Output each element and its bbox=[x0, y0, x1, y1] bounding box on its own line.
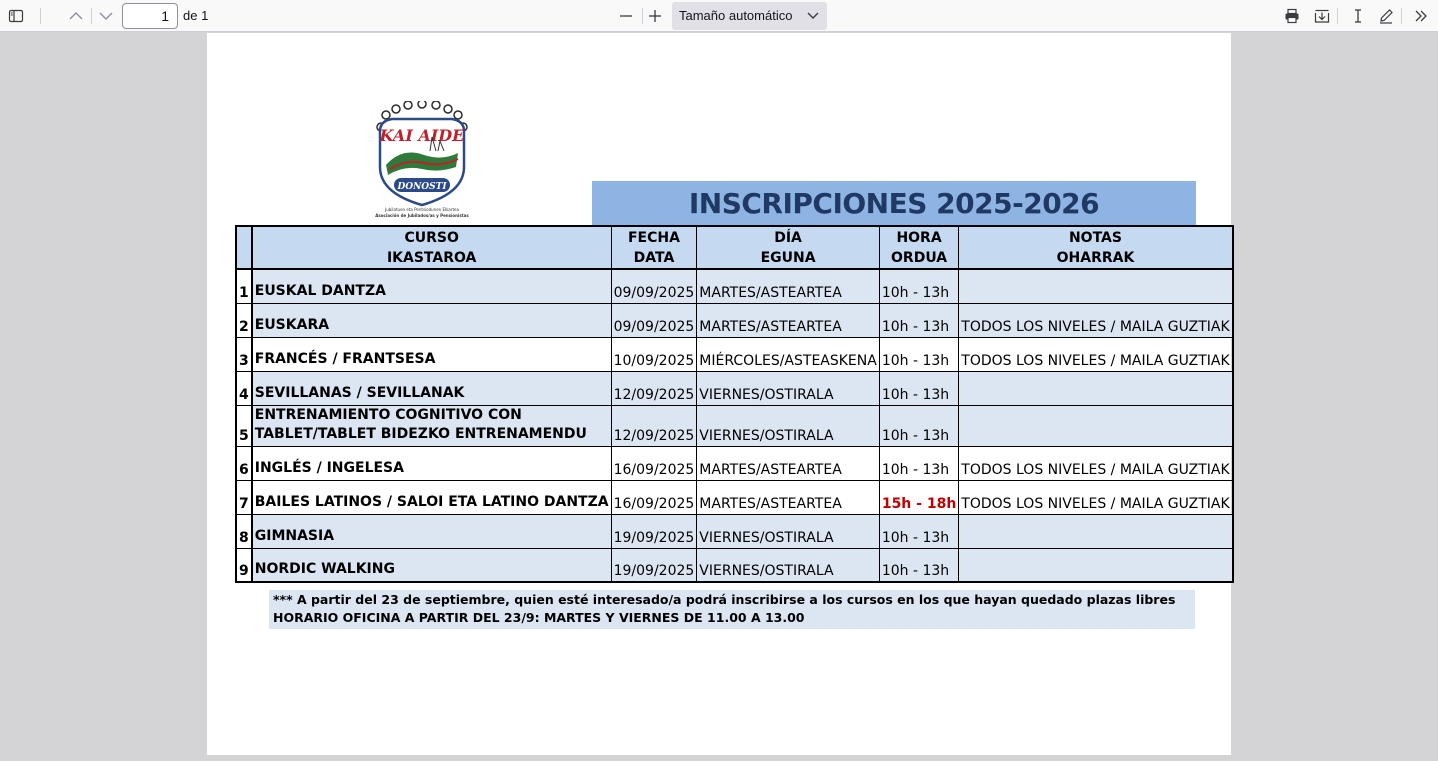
row-notas bbox=[959, 405, 1233, 446]
header-num bbox=[236, 226, 252, 269]
row-dia: MARTES/ASTEARTEA bbox=[697, 303, 880, 337]
kai-aide-logo bbox=[372, 101, 472, 219]
row-hora: 10h - 13h bbox=[879, 446, 958, 480]
row-dia: MARTES/ASTEARTEA bbox=[697, 480, 880, 514]
page-number-input[interactable]: 1 bbox=[122, 3, 178, 29]
row-fecha: 09/09/2025 bbox=[611, 303, 697, 337]
row-curso: EUSKARA bbox=[252, 303, 611, 337]
row-hora: 10h - 13h bbox=[879, 303, 958, 337]
header-ordua-label: ORDUA bbox=[891, 249, 948, 266]
table-row bbox=[236, 514, 1233, 548]
logo-caption-1: Jubilatuen eta Pentsiodunen Elkartea bbox=[385, 207, 459, 212]
registration-note bbox=[269, 590, 1195, 629]
logo-bottom-text: DONOSTI bbox=[397, 182, 447, 192]
table-row bbox=[236, 446, 1233, 480]
header-ikastaroa-label: IKASTAROA bbox=[386, 249, 477, 266]
row-number: 1 bbox=[236, 269, 252, 303]
pdf-toolbar bbox=[0, 0, 1438, 32]
double-chevron-right-icon[interactable] bbox=[1409, 4, 1433, 28]
row-hora: 10h - 13h bbox=[879, 548, 958, 582]
row-curso: INGLÉS / INGELESA bbox=[252, 446, 611, 480]
row-hora-highlight: 15h - 18h bbox=[879, 480, 958, 514]
pdf-page bbox=[207, 33, 1231, 755]
row-dia: VIERNES/OSTIRALA bbox=[697, 405, 880, 446]
row-curso: EUSKAL DANTZA bbox=[252, 269, 611, 303]
header-curso-label: CURSO bbox=[404, 229, 459, 246]
row-notas: TODOS LOS NIVELES / MAILA GUZTIAK bbox=[959, 446, 1233, 480]
row-fecha: 16/09/2025 bbox=[611, 446, 697, 480]
download-icon[interactable] bbox=[1310, 4, 1334, 28]
row-hora: 10h - 13h bbox=[879, 514, 958, 548]
toolbar-divider bbox=[1401, 8, 1402, 24]
row-notas bbox=[959, 548, 1233, 582]
row-hora: 10h - 13h bbox=[879, 405, 958, 446]
header-fecha bbox=[611, 226, 697, 269]
row-number: 6 bbox=[236, 446, 252, 480]
row-fecha: 19/09/2025 bbox=[611, 548, 697, 582]
table-row bbox=[236, 371, 1233, 405]
table-row bbox=[236, 269, 1233, 303]
row-notas: TODOS LOS NIVELES / MAILA GUZTIAK bbox=[959, 337, 1233, 371]
row-curso: FRANCÉS / FRANTSESA bbox=[252, 337, 611, 371]
zoom-select-label: Tamaño automático bbox=[679, 8, 793, 23]
row-curso-line2: TABLET/TABLET BIDEZKO ENTRENAMENDU bbox=[254, 425, 587, 442]
row-number: 3 bbox=[236, 337, 252, 371]
document-title: INSCRIPCIONES 2025-2026 bbox=[592, 181, 1196, 225]
row-hora: 10h - 13h bbox=[879, 269, 958, 303]
row-number: 5 bbox=[236, 405, 252, 446]
note-line-2: HORARIO OFICINA A PARTIR DEL 23/9: MARTES Y VIERNES DE 11.00 A 13.00 bbox=[273, 610, 805, 625]
minus-icon[interactable] bbox=[614, 4, 638, 28]
row-number: 7 bbox=[236, 480, 252, 514]
row-dia: VIERNES/OSTIRALA bbox=[697, 371, 880, 405]
header-notas-label: NOTAS bbox=[1068, 229, 1122, 246]
page-count-label: de 1 bbox=[183, 8, 209, 23]
row-fecha: 09/09/2025 bbox=[611, 269, 697, 303]
row-curso: GIMNASIA bbox=[252, 514, 611, 548]
row-fecha: 16/09/2025 bbox=[611, 480, 697, 514]
chevron-up-icon[interactable] bbox=[64, 4, 88, 28]
row-fecha: 12/09/2025 bbox=[611, 405, 697, 446]
header-data-label: DATA bbox=[633, 249, 675, 266]
toolbar-divider bbox=[91, 8, 92, 24]
row-dia: MARTES/ASTEARTEA bbox=[697, 446, 880, 480]
header-notas bbox=[959, 226, 1233, 269]
table-row bbox=[236, 548, 1233, 582]
row-notas: TODOS LOS NIVELES / MAILA GUZTIAK bbox=[959, 480, 1233, 514]
header-eguna-label: EGUNA bbox=[760, 249, 816, 266]
header-dia bbox=[697, 226, 880, 269]
table-row bbox=[236, 337, 1233, 371]
row-hora: 10h - 13h bbox=[879, 337, 958, 371]
row-fecha: 19/09/2025 bbox=[611, 514, 697, 548]
row-curso-line1: ENTRENAMIENTO COGNITIVO CON bbox=[254, 406, 522, 423]
row-notas bbox=[959, 514, 1233, 548]
header-hora bbox=[879, 226, 958, 269]
row-number: 2 bbox=[236, 303, 252, 337]
header-hora-label: HORA bbox=[896, 229, 942, 246]
chevron-down-icon bbox=[807, 11, 819, 21]
printer-icon[interactable] bbox=[1280, 4, 1304, 28]
zoom-select[interactable] bbox=[672, 2, 827, 30]
row-notas bbox=[959, 371, 1233, 405]
logo-top-text: KAI AIDE bbox=[379, 126, 465, 145]
row-dia: VIERNES/OSTIRALA bbox=[697, 548, 880, 582]
pen-icon[interactable] bbox=[1374, 4, 1398, 28]
row-notas: TODOS LOS NIVELES / MAILA GUZTIAK bbox=[959, 303, 1233, 337]
row-number: 9 bbox=[236, 548, 252, 582]
row-curso bbox=[252, 405, 611, 446]
toolbar-divider bbox=[1337, 8, 1338, 24]
table-row bbox=[236, 405, 1233, 446]
header-dia-label: DÍA bbox=[774, 229, 802, 246]
table-header-row bbox=[236, 226, 1233, 269]
row-dia: MIÉRCOLES/ASTEASKENA bbox=[697, 337, 880, 371]
row-curso: NORDIC WALKING bbox=[252, 548, 611, 582]
row-number: 8 bbox=[236, 514, 252, 548]
row-number: 4 bbox=[236, 371, 252, 405]
chevron-down-icon[interactable] bbox=[94, 4, 118, 28]
header-oharrak-label: OHARRAK bbox=[1056, 249, 1135, 266]
row-notas bbox=[959, 269, 1233, 303]
row-hora: 10h - 13h bbox=[879, 371, 958, 405]
header-curso bbox=[252, 226, 611, 269]
row-dia: VIERNES/OSTIRALA bbox=[697, 514, 880, 548]
row-dia: MARTES/ASTEARTEA bbox=[697, 269, 880, 303]
text-cursor-icon[interactable] bbox=[1346, 4, 1370, 28]
header-fecha-label: FECHA bbox=[627, 229, 680, 246]
table-row bbox=[236, 303, 1233, 337]
row-curso: BAILES LATINOS / SALOI ETA LATINO DANTZA bbox=[252, 480, 611, 514]
logo-caption-2: Asociación de Jubilados/as y Pensionistas bbox=[375, 213, 469, 218]
toolbar-divider bbox=[40, 8, 41, 24]
courses-table bbox=[235, 225, 1234, 583]
table-row bbox=[236, 480, 1233, 514]
plus-icon[interactable] bbox=[643, 4, 667, 28]
sidebar-toggle-icon[interactable] bbox=[4, 4, 28, 28]
note-line-1: *** A partir del 23 de septiembre, quien esté interesado/a podrá inscribirse a los cursos en los que hayan quedado plazas libres bbox=[273, 592, 1176, 607]
row-curso: SEVILLANAS / SEVILLANAK bbox=[252, 371, 611, 405]
row-fecha: 10/09/2025 bbox=[611, 337, 697, 371]
row-fecha: 12/09/2025 bbox=[611, 371, 697, 405]
